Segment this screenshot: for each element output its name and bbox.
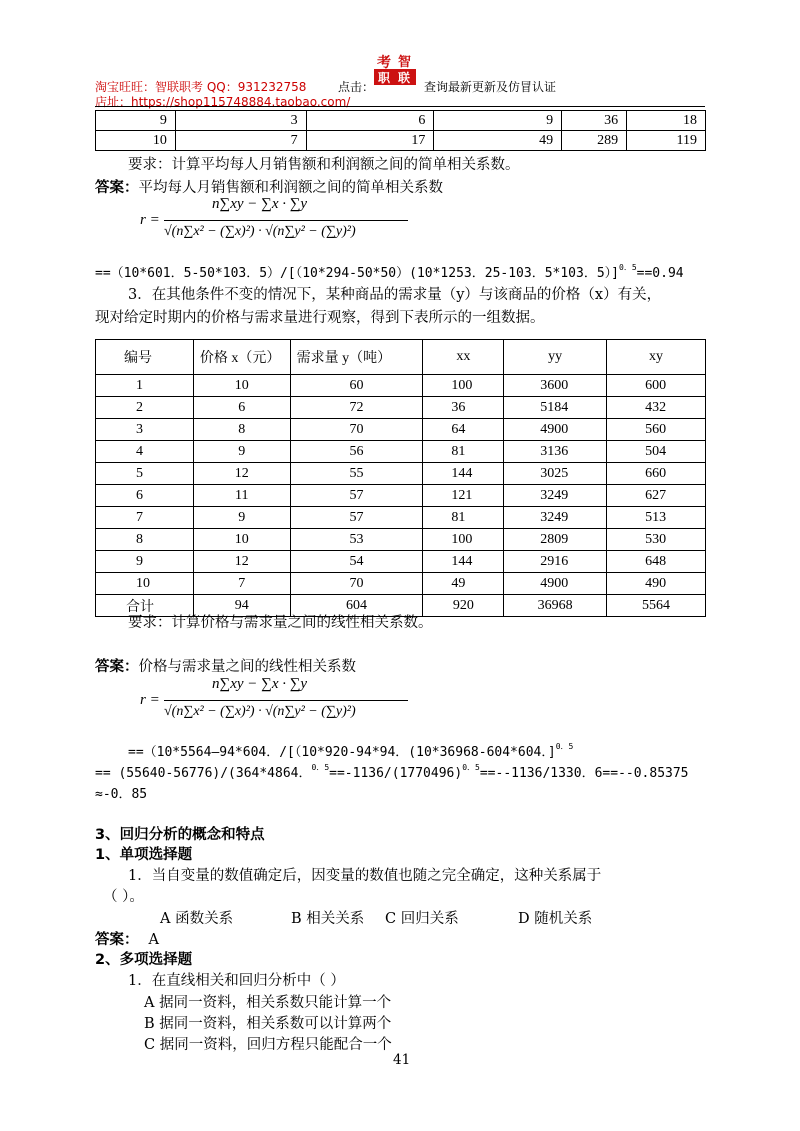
single-choice-title: 1、单项选择题 <box>95 847 193 863</box>
q3-calc1: ==（10*5564—94*604．/[（10*920-94*94．(10*36968-604*604．] <box>128 745 556 760</box>
logo-char: 职 <box>378 71 391 85</box>
q2-calc-result: ==0.94 <box>636 266 684 281</box>
table-cell: 144 <box>423 551 504 573</box>
multi-option-b: B 据同一资料，相关系数可以计算两个 <box>144 1016 392 1032</box>
q2-requirement: 要求：计算平均每人月销售额和利润额之间的简单相关系数。 <box>128 157 520 173</box>
table-cell: 3 <box>96 419 194 441</box>
table-cell: 432 <box>607 397 706 419</box>
q3-intro-line1: 3．在其他条件不变的情况下，某种商品的需求量（y）与该商品的价格（x）有关， <box>128 287 662 303</box>
header-click-label: 点击： <box>338 80 375 94</box>
table-cell: 6 <box>193 397 290 419</box>
table-cell: 49 <box>423 573 504 595</box>
q3-calc2b: ==-1136/(1770496) <box>329 766 463 781</box>
table-cell: 12 <box>193 463 290 485</box>
table-row <box>96 507 706 529</box>
table-cell: 36 <box>562 111 627 131</box>
q3-calc2-exp1: 0．5 <box>311 763 330 772</box>
table-total-cell: 合计 <box>96 595 194 617</box>
table-cell: 504 <box>607 441 706 463</box>
answer-label: 答案： <box>95 659 139 675</box>
table-cell: 10 <box>193 375 290 397</box>
table-cell: 513 <box>607 507 706 529</box>
header-check-text[interactable]: 查询最新更新及仿冒认证 <box>424 80 557 94</box>
table-cell: 7 <box>193 573 290 595</box>
table-cell: 49 <box>434 131 562 151</box>
table-row <box>96 419 706 441</box>
table-cell: 3249 <box>504 507 607 529</box>
table-cell: 53 <box>290 529 423 551</box>
table-cell: 9 <box>96 111 176 131</box>
table-cell: 8 <box>193 419 290 441</box>
q2-calc-main: ==（10*601．5-50*103．5）/[（10*294-50*50）(10*1253．25-103．5*103．5）] <box>95 266 619 281</box>
table-cell: 7 <box>96 507 194 529</box>
table-cell: 12 <box>193 551 290 573</box>
table-cell: 81 <box>423 441 504 463</box>
table-cell: 490 <box>607 573 706 595</box>
table-cell: 70 <box>290 573 423 595</box>
q3-calc2c: ==--1136/1330．6==--0.85375 <box>479 766 689 781</box>
q3-calc1-exponent: 0．5 <box>555 742 574 751</box>
formula-lhs: r = <box>140 692 160 708</box>
table-cell: 3025 <box>504 463 607 485</box>
table-header-cell: 编号 <box>96 340 194 375</box>
logo-char: 联 <box>398 71 411 85</box>
table-cell: 9 <box>193 507 290 529</box>
table-total-cell: 94 <box>193 595 290 617</box>
table-cell: 4900 <box>504 419 607 441</box>
q3-calc2-exp2: 0．5 <box>462 763 480 772</box>
table-cell: 2809 <box>504 529 607 551</box>
q3-calc-line1 <box>128 741 573 760</box>
table-header-row <box>96 340 706 375</box>
table-total-cell: 604 <box>290 595 423 617</box>
table-row <box>96 441 706 463</box>
table-header-cell: xx <box>423 340 504 375</box>
table-cell: 6 <box>306 111 434 131</box>
table-cell: 36 <box>423 397 504 419</box>
table-cell: 5 <box>96 463 194 485</box>
table-cell: 530 <box>607 529 706 551</box>
table-row <box>96 463 706 485</box>
answer-label: 答案： <box>95 180 139 196</box>
table-cell: 54 <box>290 551 423 573</box>
table-cell: 2916 <box>504 551 607 573</box>
table-cell: 10 <box>96 131 176 151</box>
formula-denominator: √(n∑x² − (∑x)²) · √(n∑y² − (∑y)²) <box>164 704 356 719</box>
correlation-formula-2 <box>140 676 410 738</box>
multi-option-a: A 据同一资料，相关系数只能计算一个 <box>144 995 392 1011</box>
formula-denominator: √(n∑x² − (∑x)²) · √(n∑y² − (∑y)²) <box>164 224 356 239</box>
table-cell: 627 <box>607 485 706 507</box>
header-shop-info: 淘宝旺旺：智联职考 QQ：931232758 <box>95 80 307 94</box>
q2-answer-text: 平均每人月销售额和利润额之间的简单相关系数 <box>138 180 443 196</box>
table-row <box>96 111 706 131</box>
table-cell: 60 <box>290 375 423 397</box>
table-header-cell: 价格 x（元） <box>193 340 290 375</box>
sales-profit-table <box>95 110 706 151</box>
table-cell: 72 <box>290 397 423 419</box>
q2-calculation <box>95 262 684 281</box>
table-cell: 81 <box>423 507 504 529</box>
section3-title: 3、回归分析的概念和特点 <box>95 827 265 843</box>
table-cell: 7 <box>175 131 306 151</box>
table-cell: 289 <box>562 131 627 151</box>
table-cell: 8 <box>96 529 194 551</box>
logo-char: 智 <box>398 55 412 70</box>
q3-answer <box>95 655 356 676</box>
table-cell: 9 <box>434 111 562 131</box>
table-cell: 57 <box>290 507 423 529</box>
table-row <box>96 397 706 419</box>
table-cell: 100 <box>423 529 504 551</box>
formula-lhs: r = <box>140 212 160 228</box>
table-row <box>96 375 706 397</box>
zhilian-logo[interactable] <box>374 53 416 85</box>
multi-choice-title: 2、多项选择题 <box>95 952 193 968</box>
page-number: 41 <box>393 1052 411 1068</box>
q3-answer-text: 价格与需求量之间的线性相关系数 <box>138 659 356 675</box>
table-total-cell: 36968 <box>504 595 607 617</box>
table-cell: 9 <box>96 551 194 573</box>
option-b: B 相关关系 <box>291 911 365 927</box>
table-cell: 64 <box>423 419 504 441</box>
table-cell: 600 <box>607 375 706 397</box>
logo-char: 考 <box>377 55 391 71</box>
header-address-link[interactable]: 店址：https://shop115748884.taobao.com/ <box>95 95 351 109</box>
table-cell: 4900 <box>504 573 607 595</box>
table-cell: 3136 <box>504 441 607 463</box>
multi-question: 1．在直线相关和回归分析中（ ） <box>128 973 345 989</box>
header-divider <box>95 106 705 107</box>
table-cell: 648 <box>607 551 706 573</box>
q3-requirement: 要求：计算价格与需求量之间的线性相关系数。 <box>128 615 433 631</box>
table-cell: 560 <box>607 419 706 441</box>
table-cell: 121 <box>423 485 504 507</box>
single-question-line2: （ ）。 <box>103 889 144 905</box>
table-cell: 3 <box>175 111 306 131</box>
table-cell: 11 <box>193 485 290 507</box>
table-header-cell: xy <box>607 340 706 375</box>
single-question-line1: 1．当自变量的数值确定后，因变量的数值也随之完全确定，这种关系属于 <box>128 868 602 884</box>
formula-fraction-bar <box>164 700 408 701</box>
table-row <box>96 551 706 573</box>
formula-fraction-bar <box>164 220 408 221</box>
q3-calc-line2 <box>95 762 689 781</box>
table-cell: 660 <box>607 463 706 485</box>
table-row <box>96 131 706 151</box>
table-cell: 5184 <box>504 397 607 419</box>
answer-label: 答案： <box>95 932 139 948</box>
table-cell: 6 <box>96 485 194 507</box>
table-row <box>96 573 706 595</box>
table-cell: 1 <box>96 375 194 397</box>
formula-numerator: n∑xy − ∑x · ∑y <box>212 196 308 212</box>
table-row <box>96 529 706 551</box>
table-cell: 2 <box>96 397 194 419</box>
correlation-formula-1 <box>140 196 410 258</box>
option-c: C 回归关系 <box>385 911 459 927</box>
table-cell: 55 <box>290 463 423 485</box>
table-total-cell: 920 <box>423 595 504 617</box>
table-cell: 17 <box>306 131 434 151</box>
table-cell: 3600 <box>504 375 607 397</box>
q3-calc-line3: ≈-0．85 <box>95 787 148 802</box>
q3-calc2a: == (55640-56776)/(364*4864． <box>95 766 312 781</box>
table-row <box>96 485 706 507</box>
q3-intro-line2: 现对给定时期内的价格与需求量进行观察，得到下表所示的一组数据。 <box>95 310 545 326</box>
q2-calc-exponent: 0．5 <box>619 263 637 272</box>
option-d: D 随机关系 <box>518 911 593 927</box>
table-header-cell: yy <box>504 340 607 375</box>
table-cell: 9 <box>193 441 290 463</box>
formula-numerator: n∑xy − ∑x · ∑y <box>212 676 308 692</box>
table-cell: 3249 <box>504 485 607 507</box>
table-cell: 18 <box>627 111 706 131</box>
table-cell: 56 <box>290 441 423 463</box>
table-total-cell: 5564 <box>607 595 706 617</box>
option-a: A 函数关系 <box>160 911 234 927</box>
single-answer <box>95 928 159 949</box>
single-answer-value: A <box>148 932 159 948</box>
table-cell: 144 <box>423 463 504 485</box>
table-cell: 4 <box>96 441 194 463</box>
table-cell: 119 <box>627 131 706 151</box>
table-cell: 10 <box>96 573 194 595</box>
multi-option-c: C 据同一资料，回归方程只能配合一个 <box>144 1037 392 1053</box>
table-header-cell: 需求量 y（吨） <box>290 340 423 375</box>
price-demand-table <box>95 339 706 617</box>
table-cell: 100 <box>423 375 504 397</box>
q2-answer <box>95 176 443 197</box>
table-cell: 10 <box>193 529 290 551</box>
table-cell: 70 <box>290 419 423 441</box>
table-cell: 57 <box>290 485 423 507</box>
